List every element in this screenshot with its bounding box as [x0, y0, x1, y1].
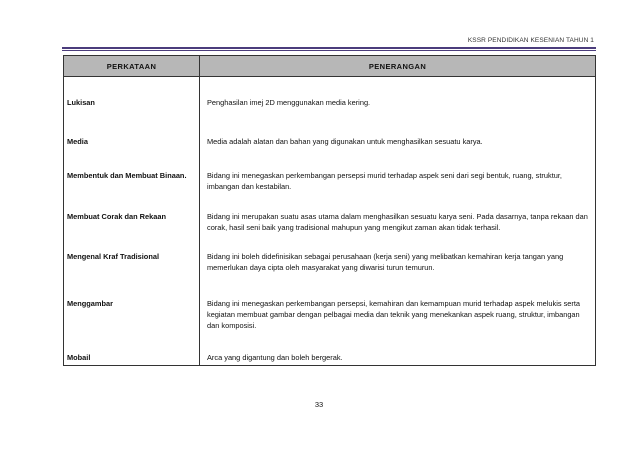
description-cell: Bidang ini menegaskan perkembangan persepsi, kemahiran dan kemampuan murid terhadap aspek melukis serta kegiatan membuat gambar dengan pelbagai media dan teknik yang menekankan aspek ruang, struktur, imbangan dan komposisi. [200, 284, 596, 334]
table-row [64, 111, 596, 147]
term-cell: Membuat Corak dan Rekaan [64, 192, 200, 240]
description-cell: Penghasilan imej 2D menggunakan media kering. [200, 77, 596, 111]
term-cell: Lukisan [64, 77, 200, 111]
column-header-description: PENERANGAN [200, 56, 596, 77]
table-row [64, 334, 596, 366]
term-cell: Mengenal Kraf Tradisional [64, 240, 200, 284]
table-row [64, 284, 596, 334]
table-row [64, 77, 596, 111]
table-header-row [64, 56, 596, 77]
document-header: KSSR PENDIDIKAN KESENIAN TAHUN 1 [467, 37, 594, 44]
term-cell: Membentuk dan Membuat Binaan. [64, 147, 200, 192]
description-cell: Bidang ini boleh didefinisikan sebagai perusahaan (kerja seni) yang melibatkan kemahiran kerja tangan yang memerlukan daya cipta oleh masyarakat yang diwarisi turun temurun. [200, 240, 596, 284]
header-rule [62, 47, 596, 49]
description-cell: Bidang ini menegaskan perkembangan persepsi murid terhadap aspek seni dari segi bentuk, ruang, struktur, imbangan dan kestabilan. [200, 147, 596, 192]
header-rule-thin [62, 50, 596, 51]
table-row [64, 147, 596, 192]
term-cell: Media [64, 111, 200, 147]
glossary-table [63, 55, 596, 366]
table-row [64, 240, 596, 284]
term-cell: Mobail [64, 334, 200, 366]
description-cell: Media adalah alatan dan bahan yang digunakan untuk menghasilkan sesuatu karya. [200, 111, 596, 147]
table-row [64, 192, 596, 240]
term-cell: Menggambar [64, 284, 200, 334]
column-header-term: PERKATAAN [64, 56, 200, 77]
description-cell: Arca yang digantung dan boleh bergerak. [200, 334, 596, 366]
description-cell: Bidang ini merupakan suatu asas utama dalam menghasilkan sesuatu karya seni. Pada dasarnya, tanpa rekaan dan corak, hasil seni baik yang tradisional mahupun yang mengikut zaman akan tidak terhasil. [200, 192, 596, 240]
page-number: 33 [314, 400, 324, 409]
